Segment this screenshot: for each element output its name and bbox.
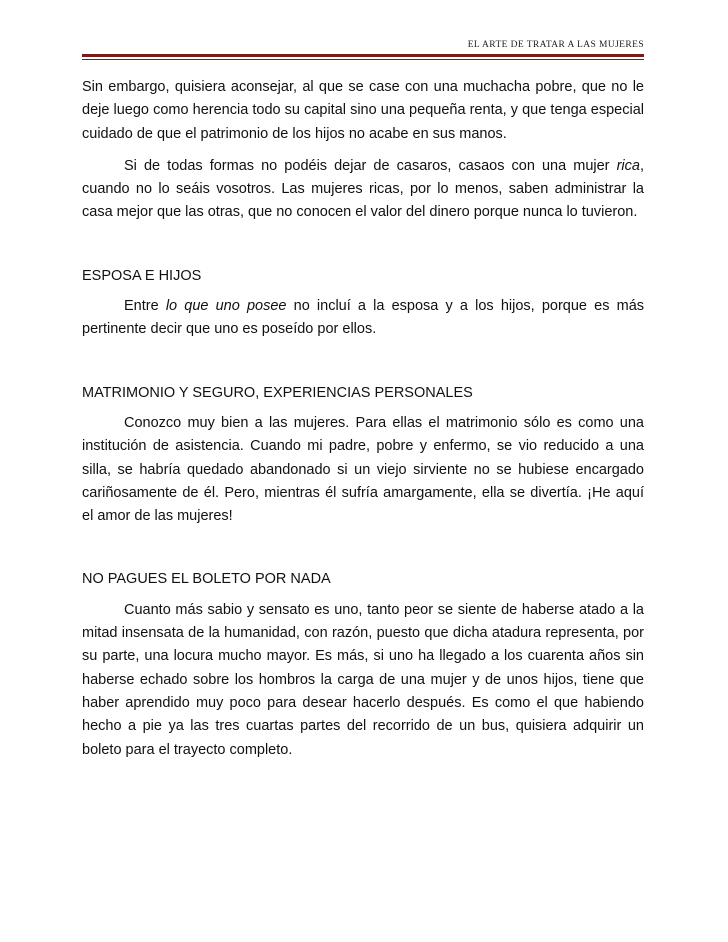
section-heading-esposa: ESPOSA E HIJOS — [82, 267, 202, 284]
paragraph-2-emphasis: rica — [616, 157, 640, 174]
paragraph-2-text-b: , cuando no lo seáis vosotros. Las mujeres ricas, por lo menos, saben administrar la casa mejor que las otras, que no conocen el valor del dinero porque nunca lo tuvieron. — [82, 157, 644, 221]
esposa-text-a: Entre — [124, 298, 166, 315]
paragraph-1: Sin embargo, quisiera aconsejar, al que se case con una muchacha pobre, que no le deje luego como herencia todo su capital sino una pequeña renta, y que tenga especial cuidado de que el patrimonio de los hijos no acabe en sus manos. — [82, 79, 644, 142]
header-rule-thin — [82, 59, 644, 60]
paragraph-2 — [82, 155, 644, 225]
section-paragraph-esposa — [82, 295, 644, 342]
esposa-emphasis: lo que uno posee — [165, 298, 287, 315]
running-header-title: EL ARTE DE TRATAR A LAS MUJERES — [467, 40, 644, 50]
section-paragraph-boleto: Cuanto más sabio y sensato es uno, tanto peor se siente de haberse atado a la mitad insensata de la humanidad, con razón, puesto que dicha atadura representa, por su parte, una locura mucho mayor. Es más, si uno ha llegado a los cuarenta años sin haberse echado sobre los hombros la carga de una mujer y de unos hijos, tiene que haber aprendido muy poco para desear hacerlo después. Es como el que habiendo hecho a pie ya las tres cuartas partes del recorrido de un bus, quisiera adquirir un boleto para el trayecto completo. — [82, 601, 644, 758]
section-heading-matrimonio: MATRIMONIO Y SEGURO, EXPERIENCIAS PERSONALES — [82, 384, 473, 401]
section-paragraph-matrimonio: Conozco muy bien a las mujeres. Para ellas el matrimonio sólo es como una institución de asistencia. Cuando mi padre, pobre y enfermo, se vio reducido a una silla, se habría quedado abandonado si un viejo sirviente no se hubiese encargado cariñosamente de él. Pero, mientras él sufría amargamente, ella se divertía. ¡He aquí el amor de las mujeres! — [82, 414, 644, 525]
esposa-text-b: no incluí a la esposa y a los hijos, porque es más pertinente decir que uno es poseído por ellos. — [82, 298, 645, 338]
section-heading-boleto: NO PAGUES EL BOLETO POR NADA — [82, 571, 331, 588]
header-rule-thick — [82, 54, 644, 57]
paragraph-2-text-a: Si de todas formas no podéis dejar de casaros, casaos con una mujer — [124, 157, 617, 174]
page-body — [82, 76, 644, 762]
